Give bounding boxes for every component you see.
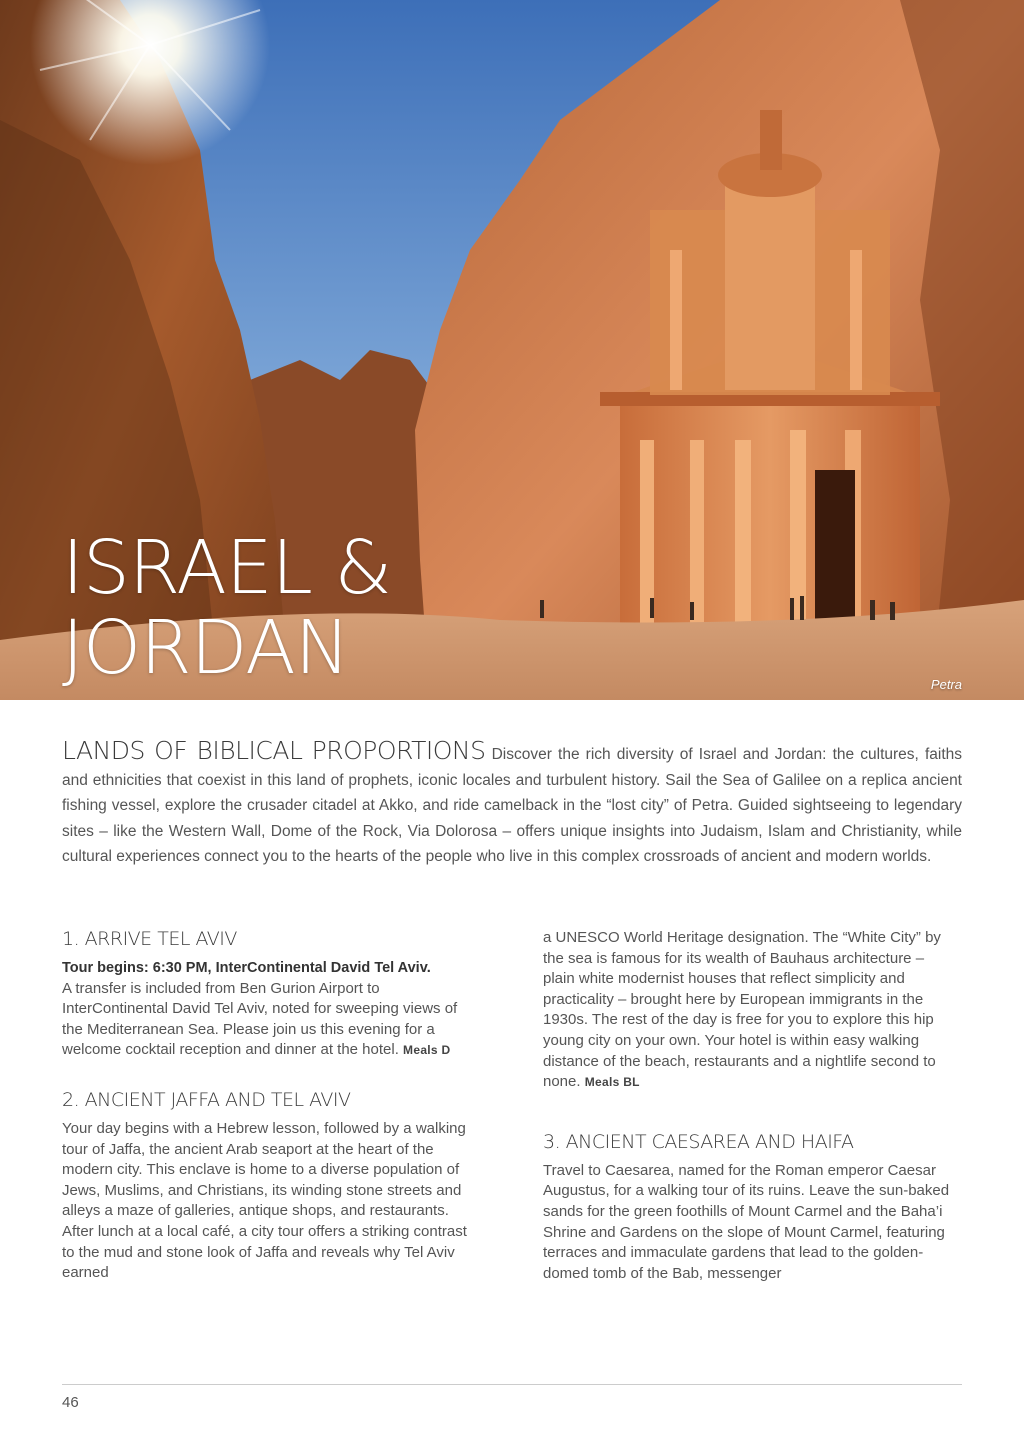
hero-photo	[0, 0, 1024, 700]
day-2-meals: Meals BL	[584, 1075, 640, 1090]
left-column	[62, 928, 472, 1284]
day-2-description: Your day begins with a Hebrew lesson, followed by a walking tour of Jaffa, the ancient Arab seaport at the heart of the modern city. This enclave is home to a diverse population of Jews, Muslims, and Christians, its winding stone streets and alleys a maze of galleries, antique shops, and restaurants. After lunch at a local café, a city tour offers a striking contrast to the mud and stone look of Jaffa and reveals why Tel Aviv earned	[62, 1119, 467, 1282]
photo-caption: Petra	[930, 677, 962, 692]
title-line-1: ISRAEL &	[62, 525, 392, 611]
day-2-continued-text: a UNESCO World Heritage designation. The “White City” by the sea is famous for its wealth of Bauhaus architecture – plain white modernist houses that reflect simplicity and practicality – brought here by European immigrants in the 1930s. The rest of the day is free for you to explore this hip young city on your own. Your hotel is within easy walking distance of the beach, restaurants and a nightlife second to none.	[543, 929, 941, 1091]
intro-text: Discover the rich diversity of Israel and Jordan: the cultures, faiths and ethnicities that coexist in this land of prophets, iconic locales and turbulent history. Sail the Sea of Galilee on a replica ancient fishing vessel, explore the crusader citadel at Akko, and ride camelback in the “lost city” of Petra. Guided sightseeing to legendary sites – like the Western Wall, Dome of the Rock, Via Dolorosa – offers unique insights into Judaism, Islam and Christianity, while cultural experiences connect you to the hearts of the people who live in this complex crossroads of ancient and modern worlds.	[62, 746, 962, 865]
day-3-title: 3. ANCIENT CAESAREA AND HAIFA	[543, 1130, 854, 1153]
day-3-description: Travel to Caesarea, named for the Roman emperor Caesar Augustus, for a walking tour of its ruins. Leave the sun-baked sands for the green foothills of Mount Carmel and the Baha’i Shrine and Gardens on the slope of Mount Carmel, featuring terraces and immaculate gardens that lead to the golden-domed tomb of the Bab, messenger	[543, 1161, 950, 1282]
intro-paragraph	[62, 738, 962, 870]
day-1-title: 1. ARRIVE TEL AVIV	[62, 928, 237, 950]
footer-divider	[62, 1384, 962, 1385]
day-1-description: A transfer is included from Ben Gurion Airport to InterContinental David Tel Aviv, noted for sweeping views of the Mediterranean Sea. Please join us this evening for a welcome cocktail reception and dinner at the hotel.	[62, 979, 458, 1059]
day-2-title: 2. ANCIENT JAFFA AND TEL AVIV	[62, 1088, 351, 1111]
title-line-2: JORDAN	[62, 605, 350, 691]
right-column	[543, 928, 953, 1284]
day-1-meals: Meals D	[403, 1043, 451, 1058]
page-number: 46	[62, 1394, 79, 1411]
intro-heading: LANDS OF BIBLICAL PROPORTIONS	[62, 736, 486, 765]
day-2-continued	[543, 928, 953, 1093]
page-title	[62, 525, 392, 691]
day-1-tour-begins: Tour begins: 6:30 PM, InterContinental David Tel Aviv.	[62, 960, 431, 976]
day-1-text	[62, 958, 472, 1061]
